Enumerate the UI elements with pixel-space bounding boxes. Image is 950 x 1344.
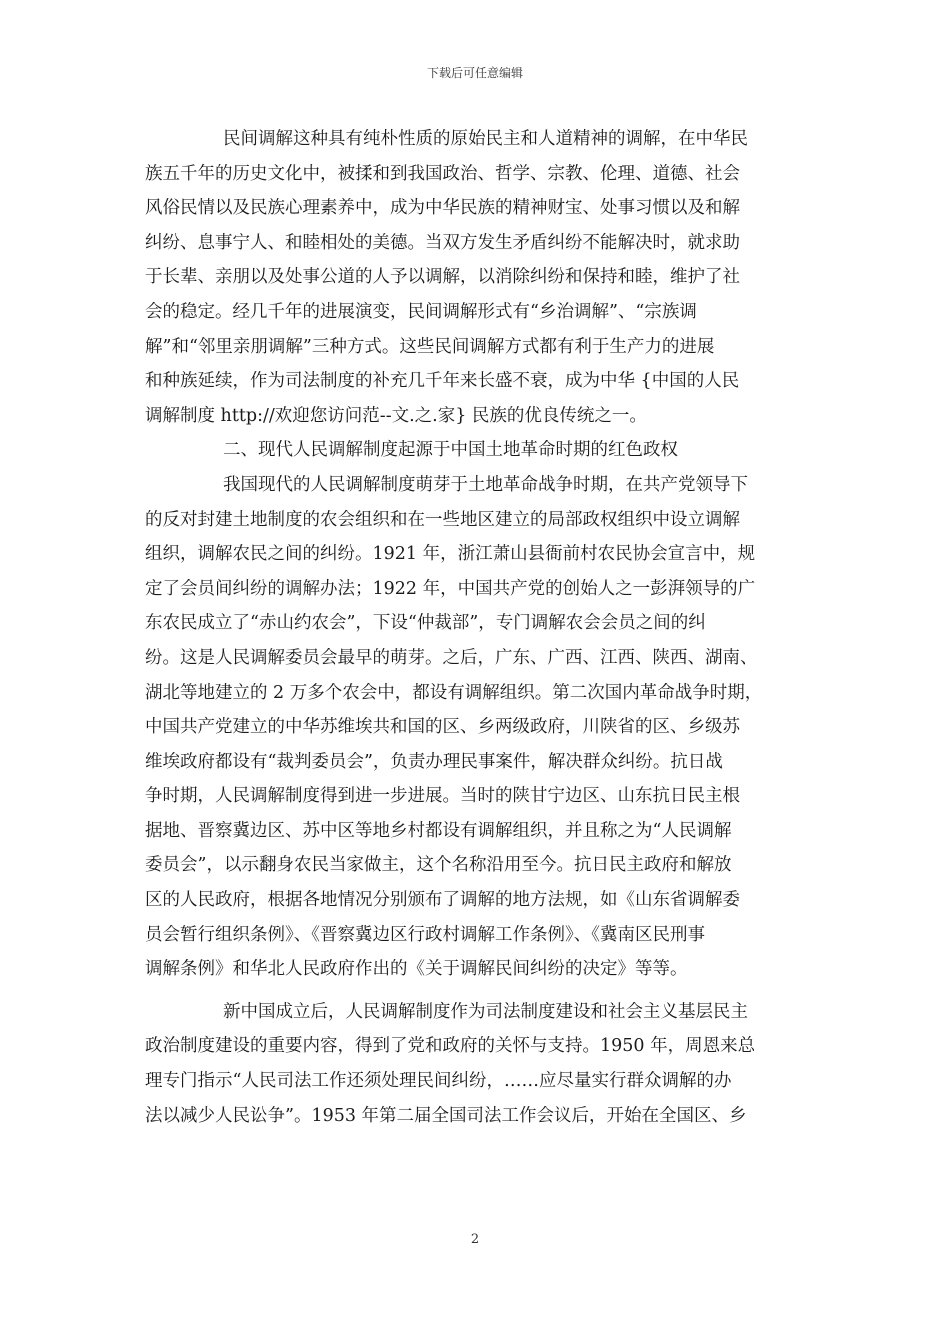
text-line: 据地、晋察冀边区、苏中区等地乡村都设有调解组织，并且称之为“人民调解 <box>145 820 732 841</box>
document-body <box>145 122 805 1133</box>
section-heading <box>145 433 805 468</box>
text-line: 纷。这是人民调解委员会最早的萌芽。之后，广东、广西、江西、陕西、湖南、 <box>145 647 758 668</box>
paragraph-spacer <box>145 987 805 995</box>
text-line: 政治制度建设的重要内容，得到了党和政府的关怀与支持。1950 年，周恩来总 <box>145 1036 756 1057</box>
text-line: 理专门指示“人民司法工作还须处理民间纠纷，……应尽量实行群众调解的办 <box>145 1071 732 1092</box>
text-line: 维埃政府都设有“裁判委员会”，负责办理民事案件，解决群众纠纷。抗日战 <box>145 751 723 772</box>
paragraph-origin-history <box>145 468 805 987</box>
text-line: 调解条例》和华北人民政府作出的《关于调解民间纠纷的决定》等等。 <box>145 959 688 980</box>
text-line: 民间调解这种具有纯朴性质的原始民主和人道精神的调解，在中华民 <box>223 129 748 149</box>
text-line: 员会暂行组织条例》、《晋察冀边区行政村调解工作条例》、《冀南区民刑事 <box>145 924 705 945</box>
section-heading-text: 二、现代人民调解制度起源于中国土地革命时期的红色政权 <box>223 440 678 461</box>
text-line: 和种族延续，作为司法制度的补充几千年来长盛不衰，成为中华 {中国的人民 <box>145 371 740 392</box>
page-number: 2 <box>470 1232 480 1247</box>
page-header: 下载后可任意编辑 <box>426 66 523 80</box>
text-line: 调解制度 http://欢迎您访问范--文.之.家} 民族的优良传统之一。 <box>145 405 647 426</box>
paragraph-new-china <box>145 995 805 1133</box>
text-line: 风俗民情以及民族心理素养中，成为中华民族的精神财宝、处事习惯以及和解 <box>145 198 740 219</box>
text-line: 的反对封建土地制度的农会组织和在一些地区建立的局部政权组织中设立调解 <box>145 509 740 530</box>
text-line: 组织，调解农民之间的纠纷。1921 年，浙江萧山县衙前村农民协会宣言中，规 <box>145 544 756 565</box>
text-line: 我国现代的人民调解制度萌芽于土地革命战争时期，在共产党领导下 <box>223 474 748 495</box>
text-line: 区的人民政府，根据各地情况分别颁布了调解的地方法规，如《山东省调解委 <box>145 890 740 911</box>
text-line: 中国共产党建立的中华苏维埃共和国的区、乡两级政府，川陕省的区、乡级苏 <box>145 717 740 738</box>
text-line: 于长辈、亲朋以及处事公道的人予以调解，以消除纠纷和保持和睦，维护了社 <box>145 267 740 288</box>
text-line: 会的稳定。经几千年的进展演变，民间调解形式有“乡治调解”、“宗族调 <box>145 301 697 322</box>
text-line: 法以减少人民讼争”。1953 年第二届全国司法工作会议后，开始在全国区、乡 <box>145 1105 747 1126</box>
text-line: 新中国成立后，人民调解制度作为司法制度建设和社会主义基层民主 <box>223 1001 748 1022</box>
paragraph-folk-mediation <box>145 122 805 433</box>
text-line: 族五千年的历史文化中，被揉和到我国政治、哲学、宗教、伦理、道德、社会 <box>145 163 740 184</box>
text-line: 纠纷、息事宁人、和睦相处的美德。当双方发生矛盾纠纷不能解决时，就求助 <box>145 232 740 253</box>
text-line: 湖北等地建立的 2 万多个农会中，都设有调解组织。第二次国内革命战争时期， <box>145 682 763 703</box>
text-line: 争时期，人民调解制度得到进一步进展。当时的陕甘宁边区、山东抗日民主根 <box>145 786 740 807</box>
text-line: 东农民成立了“赤山约农会”，下设“仲裁部”，专门调解农会会员之间的纠 <box>145 613 706 634</box>
text-line: 解”和“邻里亲朋调解”三种方式。这些民间调解方式都有利于生产力的进展 <box>145 336 715 357</box>
text-line: 委员会”，以示翻身农民当家做主，这个名称沿用至今。抗日民主政府和解放 <box>145 855 732 876</box>
text-line: 定了会员间纠纷的调解办法；1922 年，中国共产党的创始人之一彭湃领导的广 <box>145 578 756 599</box>
